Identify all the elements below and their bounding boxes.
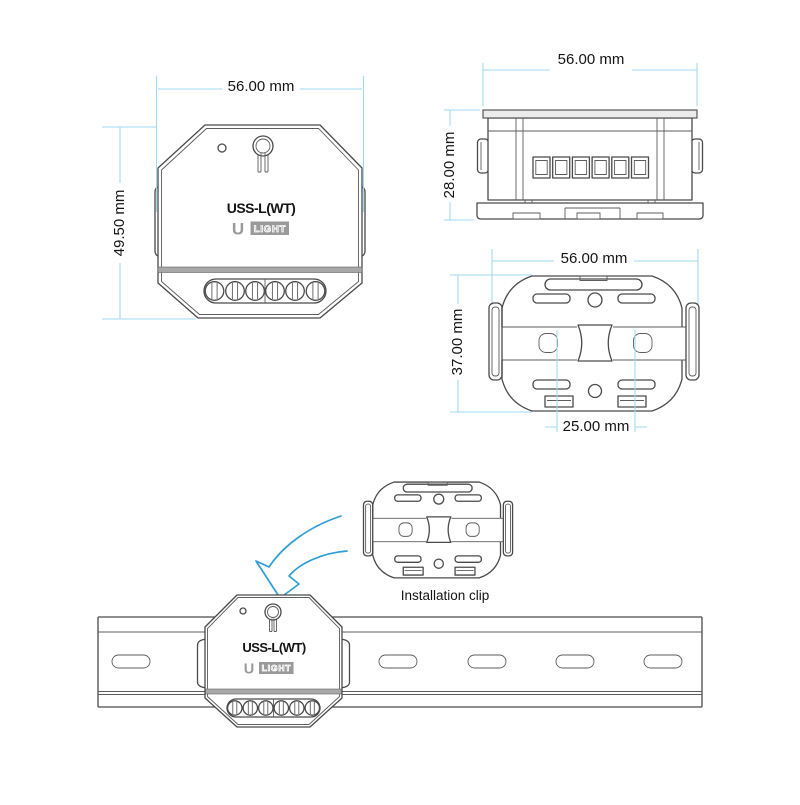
rail-device-label: USS-L(WT): [242, 640, 306, 655]
installation-illustration: [256, 482, 513, 603]
clip-dimension-lines: [450, 249, 698, 412]
front-view: [102, 75, 365, 319]
clip-slot-spacing-dimension: 25.00 mm: [562, 418, 630, 435]
front-separator-bar: [158, 267, 362, 273]
mounting-clip-drawing: [489, 276, 699, 411]
din-rail: [98, 617, 702, 707]
side-top-bar: [483, 110, 697, 118]
logo-light-text: LIGHT: [253, 223, 287, 235]
front-width-dimension: 56.00 mm: [227, 78, 295, 95]
installation-clip-drawing: [363, 482, 512, 578]
rail-logo-light-text: LIGHT: [261, 663, 292, 674]
side-clip-right: [692, 139, 703, 173]
side-view: [441, 48, 703, 220]
side-height-dimension: 28.00 mm: [441, 131, 458, 199]
side-width-dimension: 56.00 mm: [557, 51, 625, 68]
clip-view: [448, 245, 699, 435]
side-clip-left: [478, 139, 489, 173]
front-product-label: USS-L(WT): [226, 200, 296, 216]
front-height-dimension: 49.50 mm: [111, 189, 128, 257]
side-mounting-feet: [477, 203, 703, 219]
clip-width-dimension: 56.00 mm: [560, 250, 628, 267]
installation-clip-caption: Installation clip: [400, 588, 490, 603]
clip-height-dimension: 37.00 mm: [449, 308, 466, 376]
rail-device-separator-bar: [206, 689, 342, 694]
rail-mounted-device: [198, 595, 350, 727]
logo-u-letter: U: [231, 219, 245, 239]
install-arrow-icon: [256, 516, 347, 598]
rail-logo-u-letter: U: [243, 661, 255, 678]
